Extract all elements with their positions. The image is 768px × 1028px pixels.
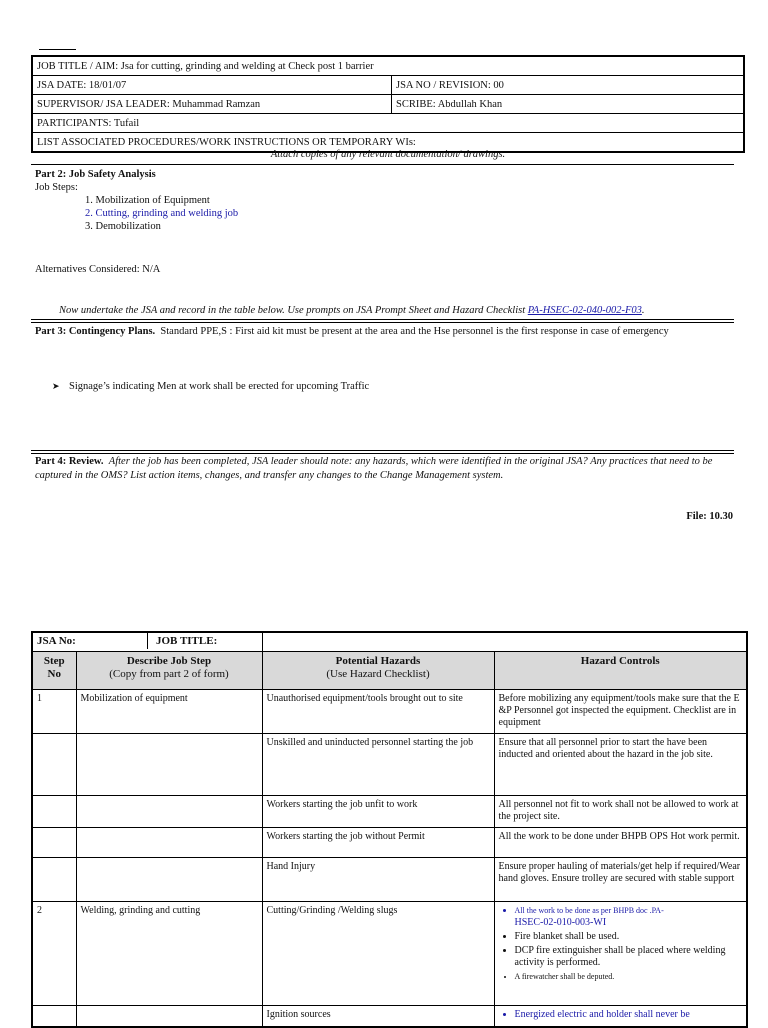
- col-describe-header: [76, 652, 262, 690]
- part4-heading: Part 4: Review.: [35, 456, 104, 467]
- supervisor-cell: SUPERVISOR/ JSA LEADER: Muhammad Ramzan: [32, 95, 392, 114]
- describe-cell: [76, 734, 262, 796]
- col-controls-header: Hazard Controls: [494, 652, 747, 690]
- part4-section: [35, 455, 740, 483]
- control-bullet: • Energized electric and holder shall never be: [515, 1009, 743, 1021]
- jsa-no-cell: JSA NO / REVISION: 00: [392, 76, 745, 95]
- step-cell: [32, 796, 76, 828]
- describe-cell: [76, 828, 262, 858]
- job-header-table: [31, 55, 745, 153]
- hazards-subtitle: (Use Hazard Checklist): [326, 668, 430, 680]
- job-step-2: 2. Cutting, grinding and welding job: [85, 208, 239, 219]
- control-bullet-text: All the work to be done as per BHPB doc .PA-: [514, 906, 664, 915]
- file-number: File: 10.30: [686, 511, 733, 522]
- describe-cell: [76, 796, 262, 828]
- divider: [31, 164, 734, 165]
- prompt-text: Now undertake the JSA and record in the table below. Use prompts on JSA Prompt Sheet and Hazard Checklist PA-HSEC-02-040-002-F03.: [59, 305, 645, 316]
- control-cell: [494, 902, 747, 1006]
- hazard-cell: Ignition sources: [262, 1006, 494, 1028]
- describe-cell: [76, 858, 262, 902]
- job-steps-label: Job Steps:: [35, 182, 78, 193]
- control-bullet: [515, 905, 743, 929]
- divider: [31, 453, 734, 454]
- signage-text: Signage’s indicating Men at work shall be erected for upcoming Traffic: [69, 381, 370, 392]
- hazard-cell: Workers starting the job without Permit: [262, 828, 494, 858]
- table-row: [32, 796, 747, 828]
- step-cell: 1: [32, 690, 76, 734]
- control-cell: Before mobilizing any equipment/tools make sure that the E &P Personnel got inspected the equipment. Checklist are in equipment: [494, 690, 747, 734]
- part3-heading: Part 3: Contingency Plans.: [35, 326, 156, 337]
- hazard-checklist-link[interactable]: PA-HSEC-02-040-002-F03: [527, 305, 642, 316]
- prompt-sentence: Now undertake the JSA and record in the table below. Use prompts on JSA Prompt Sheet and Hazard Checklist: [59, 305, 528, 316]
- control-bullet: • Fire blanket shall be used.: [515, 931, 743, 943]
- hazard-cell: Workers starting the job unfit to work: [262, 796, 494, 828]
- attach-note: Attach copies of any relevant documentation/ drawings.: [270, 149, 506, 160]
- table-row: [32, 690, 747, 734]
- jsa-no-label: JSA No:: [33, 633, 148, 649]
- hazard-cell: Unskilled and uninducted personnel starting the job: [262, 734, 494, 796]
- participants-cell: PARTICIPANTS: Tufail: [32, 114, 744, 133]
- describe-subtitle: (Copy from part 2 of form): [109, 668, 229, 680]
- divider: [31, 319, 734, 320]
- job-step-3: 3. Demobilization: [85, 221, 161, 232]
- describe-cell: Welding, grinding and cutting: [76, 902, 262, 1006]
- col-step-header: Step No: [32, 652, 76, 690]
- hazard-cell: Hand Injury: [262, 858, 494, 902]
- step-cell: [32, 828, 76, 858]
- table-row: [32, 902, 747, 1006]
- col-hazards-header: [262, 652, 494, 690]
- divider: [31, 450, 734, 451]
- step-cell: 2: [32, 902, 76, 1006]
- control-bullet: • A firewatcher shall be deputed.: [515, 971, 743, 983]
- table-row: [32, 734, 747, 796]
- scribe-cell: SCRIBE: Abdullah Khan: [392, 95, 745, 114]
- job-title-cell: JOB TITLE / AIM: Jsa for cutting, grinding and welding at Check post 1 barrier: [32, 56, 744, 76]
- jsa-date-cell: JSA DATE: 18/01/07: [32, 76, 392, 95]
- jsa-table: [31, 631, 748, 1028]
- title-blank: [262, 632, 747, 652]
- describe-title: Describe Job Step: [126, 655, 212, 667]
- part3-text: Standard PPE,S : First aid kit must be present at the area and the Hse personnel is the first response in case of emergency: [160, 326, 669, 337]
- divider: [31, 322, 734, 323]
- control-cell: All personnel not fit to work shall not be allowed to work at the project site.: [494, 796, 747, 828]
- hazards-title: Potential Hazards: [335, 655, 421, 667]
- procedures-cell: LIST ASSOCIATED PROCEDURES/WORK INSTRUCTIONS OR TEMPORARY WIs:: [32, 133, 744, 153]
- control-cell: All the work to be done under BHPB OPS Hot work permit.: [494, 828, 747, 858]
- describe-cell: Mobilization of equipment: [76, 690, 262, 734]
- jsa-no-title-cell: [32, 632, 262, 652]
- table-row: [32, 828, 747, 858]
- job-step-1: 1. Mobilization of Equipment: [85, 195, 210, 206]
- job-title-label: JOB TITLE:: [156, 635, 218, 647]
- control-cell: Ensure that all personnel prior to start the have been inducted and oriented about the hazard in the job site.: [494, 734, 747, 796]
- signage-bullet: [52, 381, 369, 392]
- control-cell: Ensure proper hauling of materials/get help if required/Wear hand gloves. Ensure trolley are secured with stable support: [494, 858, 747, 902]
- top-rule: [39, 49, 76, 50]
- part2-heading: Part 2: Job Safety Analysis: [35, 169, 156, 180]
- doc-reference: HSEC-02-010-003-WI: [514, 917, 607, 928]
- part2-section: [35, 168, 238, 233]
- control-bullet: • DCP fire extinguisher shall be placed where welding activity is performed.: [515, 945, 743, 969]
- table-row: [32, 858, 747, 902]
- step-cell: [32, 858, 76, 902]
- hazard-cell: Unauthorised equipment/tools brought out to site: [262, 690, 494, 734]
- hazard-cell: Cutting/Grinding /Welding slugs: [262, 902, 494, 1006]
- step-cell: [32, 734, 76, 796]
- part3-section: [35, 325, 740, 338]
- alternatives-considered: Alternatives Considered: N/A: [35, 264, 161, 275]
- part4-text: After the job has been completed, JSA leader should note: any hazards, which were identified in the original JSA? Any practices that need to be captured in the OMS? List action items, changes, and transfer any changes to the Change Management system.: [35, 456, 713, 481]
- arrow-bullet-icon: ➤: [52, 381, 60, 391]
